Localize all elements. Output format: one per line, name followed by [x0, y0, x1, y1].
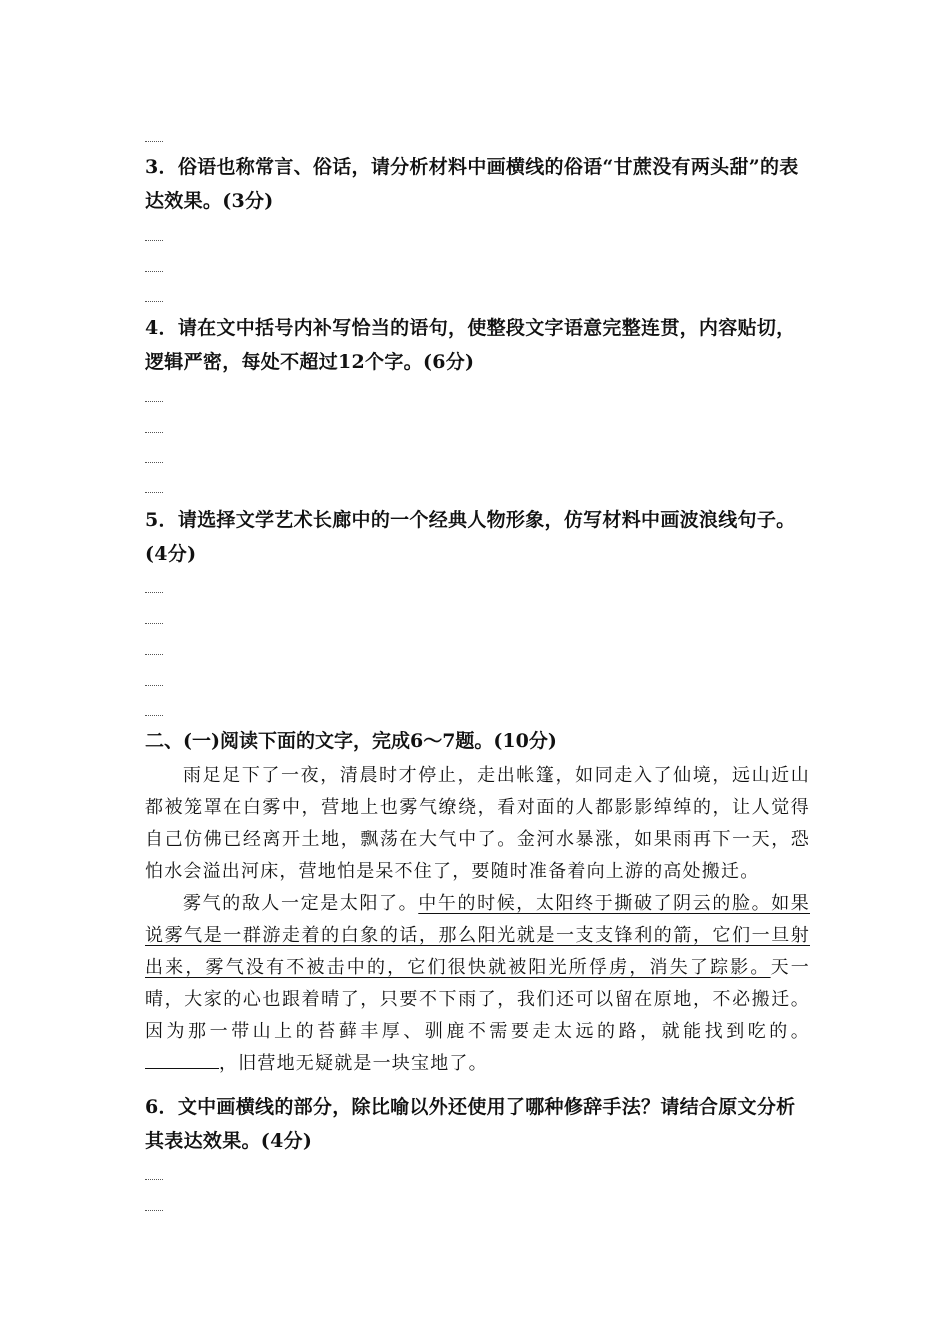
- answer-line: [145, 462, 163, 463]
- question-5: 5．请选择文学艺术长廊中的一个经典人物形象，仿写材料中画波浪线句子。 (4分): [145, 509, 796, 565]
- answer-line: [145, 592, 163, 593]
- answer-line: [145, 654, 163, 655]
- underlined-sentence: 中午的时候，太阳终于撕破了阴云的脸。如果说雾气是一群游走着的白象的话，那么阳光就是一支支锋利的箭，它们一旦射出来，雾气没有不被击中的，它们很快就被阳光所俘虏，消失了踪影。: [145, 893, 810, 978]
- reading-passage: [145, 760, 810, 1080]
- answer-line: [145, 1179, 163, 1180]
- answer-line: [145, 623, 163, 624]
- question-6: 6．文中画横线的部分，除比喻以外还使用了哪种修辞手法？请结合原文分析其表达效果。(4分): [145, 1096, 796, 1152]
- question-3: 3．俗语也称常言、俗话，请分析材料中画横线的俗语“甘蔗没有两头甜”的表达效果。(3分): [145, 156, 799, 212]
- fill-in-blank[interactable]: [145, 1050, 219, 1069]
- answer-line: [145, 492, 163, 493]
- passage-text: 雾气的敌人一定是太阳了。: [183, 893, 419, 914]
- answer-line: [145, 141, 163, 142]
- question-4: 4．请在文中括号内补写恰当的语句，使整段文字语意完整连贯，内容贴切，逻辑严密，每处不超过12个字。(6分): [145, 317, 796, 373]
- passage-text: 天一晴，大家的心也跟着晴了，只要不下雨了，我们还可以留在原地，不必搬迁。因为那一带山上的苔藓丰厚、驯鹿不需要走太远的路，就能找到吃的。: [145, 957, 810, 1042]
- section-heading: 二、(一)阅读下面的文字，完成6～7题。(10分): [145, 730, 557, 752]
- answer-line: [145, 301, 163, 302]
- passage-paragraph-2: [145, 888, 810, 1080]
- answer-line: [145, 715, 163, 716]
- answer-line: [145, 432, 163, 433]
- answer-line: [145, 240, 163, 241]
- answer-line: [145, 1210, 163, 1211]
- answer-line: [145, 401, 163, 402]
- passage-text: ，旧营地无疑就是一块宝地了。: [219, 1053, 488, 1074]
- answer-line: [145, 271, 163, 272]
- passage-paragraph-1: 雨足足下了一夜，清晨时才停止，走出帐篷，如同走入了仙境，远山近山都被笼罩在白雾中，营地上也雾气缭绕，看对面的人都影影绰绰的，让人觉得自己仿佛已经离开土地，飘荡在大气中了。金河水暴涨，如果雨再下一天，恐怕水会溢出河床，营地怕是呆不住了，要随时准备着向上游的高处搬迁。: [145, 765, 810, 882]
- answer-line: [145, 685, 163, 686]
